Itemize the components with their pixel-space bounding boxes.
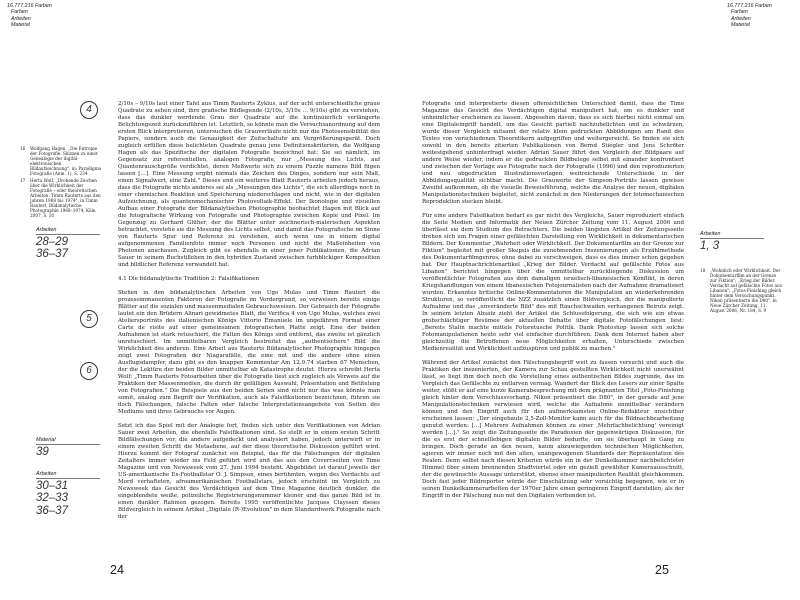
right-running-header xyxy=(727,3,772,29)
section-heading: 4.1 Die bildanalytische Tradition 2: Falsifikationen xyxy=(118,276,260,282)
page-number: 24 xyxy=(110,563,124,577)
paragraph: 2/10s – 9/10s laut einer Tafel aus Timm Rauterts Zyklus, auf der acht unterschiedliche graue Quadrate zu sehen sind, ihre grafische Bildlegende (2/10s, 3/10s … 9/10s) gibt zu verstehen, dass das dunkler werdende Grau der Quadrate auf die kontinuierlich verlängerte Belichtungszeit zurückzuführen ist. Letztlich, so könnte man die Versuchsanordnung auf dem ersten Blick interpretieren, untersuchen die Grauverläufe nicht nur die Photosensibilität des Papiers, sondern auch die Genauigkeit der Zeitschaltuhr am Vergrößerungsgerät. Doch zugleich erfüllen diese belichteten Quadrate genau jene Definitionskriterien, die Wolfgang Hagen als das Spezifische der digitalen Fotografie bezeichnet hat: Sie sei nämlich, im Gegensatz zur referentiellen, analogen Fotografie, nur „Messung des Lichts, auf Quantenrauschgröße verdichtet, deren Meßwerte sich zu einem Puzzle namens Bild fügen lassen […]. Eine Messung ergibt niemals das Zeichen des Dinges, sondern nur sein Maß, einen Signalwert, eine Zahl." Dieses und ein weiteres Blatt Rauterts arbeiten jedoch heraus, dass die Fotografie nichts anderes sei als „Messungen des Lichts", die sich allerdings noch in einer chemischen Reaktion und Speicherung niederschlagen und nicht, wie in der digitalen Aufzeichnung, als quantenmechanischer Photovoltaik-Effekt. Der Ikonologie und visuellen Aufbau einer Fotografie der Bildanalytischen Photographie beobachtet Hagen mit Blick auf die fotografische Wirkung von Fotografie und Photographie zwischen Kopie und Pixel. Im Gegenzug zu Gerhard Glüher, der die Blätter unter zeichnerisch-malerischen Aspekten betrachtet, verstehe sie die Messung des Lichts selbst, und damit das Fotografische im Sinne von Rauterts Spur und Referenz zu verstehen, auch wenn uns in einem digital aufgenommenen Familienfoto immer noch Personen und nicht die Maßeinheiten von Photonen anschauen. Zugleich gibt es ebenfalls in einer jener Publikationen, die Adrian Sauer in seinem Buchstilleben in den hybriden Zustand zwischen farbblickiger Komposition und bildlicher Referenz verwandelt hat. xyxy=(118,101,380,268)
header-line: Arbeiten xyxy=(11,15,31,22)
paragraph: Für eine andere Falsifikation bedarf es gar nicht des Vergleichs, Sauer reproduziert einfach die Seite Medien und Informatik der Neuen Zürcher Zeitung vom 11. August 2006 und überlässt sie dem Studium des Betrachters. Die beiden längsten Artikel der Zeitungsseite drehen sich um Fragen einer gefälschten Darstellung von Wirklichkeit in dokumentarischen Bildern. Der Kommentar „Wahrheit oder Wirklichkeit. Der Dokumentarfilm an der Grenze zur Fiktion" begleitet mit großer Skepsis die zunehmenden Inszenierungen als Erzählmethode des Dokumentarfilmgenres, ohne dabei zu verschweigen, dass es dies immer schon gegeben hat. Der Hauptnachrichtenartikel „Krieg der Bilder. Verdacht auf gefälschte Fotos aus Libanon" berichtet hingegen über die unmittelbar zurückliegende Diskussion um veröffentlichter Fotografien aus dem damaligen israelisch-libanesischen Konflikt, in deren Kriegshandlungen von einem libanesischen Fotojournalisten nach der Aufnahme dramatisiert wurden. Erkanntes britische Online-Kommentatoren die Manipulation an wiederkehrenden Strukturen, so veröffentlicht die NZZ zusätzlich einen Bildvergleich, der die manipulierte Aufnahme und das „unveränderte Bild" des mit Rauchschwaden verhangenen Beiruts zeigt. In seinem letzten Absatz zieht der Artikel die Schlussfolgerung, die sich wie ein etwas grobschlächtiger Resümee der aktuellen Debatte über digitale Fotofälschungen liest: „Bereits Stalin machte mittels Fotoretusche Politik. Dank Photoshop lassen sich solche Fotomanipulationen heute sehr viel einfacher durchführen. Dank dem Internet haben aber gleichzeitig die Betroffenen neue Möglichkeiten erhalten, Unterschiede zwischen Medienrealität und Wirklichkeit aufzuspüren und publik zu machen." xyxy=(422,213,684,352)
margin-number-5: 5 xyxy=(80,310,98,328)
paragraph: Fotografie und interpretierte diesen offensichtlichen Unterschied damit, dass die Time Magazine das Gesicht des Verdächtigen digital manipuliert hat, um es dunkler und unheimlicher erscheinen zu lassen. Abgesehen davon, dass es sich hierbei nicht einmal um eine Digitaleingriff handelt, um das Gesicht partiell nachzubelichten und zu schwärzen, wurde dieser Vergleich mitsamt der relativ klein gedruckten Abbildungen am Rand des Textes von verschiedenen Theoretikern aufgegriffen und weitergereicht. So finden sie sich sowohl in den bereits zitierten Publikationen von Bernd Stiegler und Jens Schröter weitestgehend unhinterfragt wieder. Adrian Sauer führt den Vergleich der Bildpaare auf andere Weise wieder, indem er die gedruckten Bildbelege selbst mit einander konfrontiert und zwischen der Vorlage aus Fotografie nach der Fotografie (1996) und den reproduzierten und neu abgedruckten Illustrationsvorlagen weitreichende Unterschiede in der Abbildungsqualität sichtbar macht. Die Grauwerte der Simpson-Porträts lassen gewisse Zweifel aufkommen, ob die visuelle Beweisführung, welche die Analyse der neuen, digitalen Manipulationstechniken begleitet, nicht zunächst in den Niederungen der fotomechanischen Reproduktion stecken bleibt. xyxy=(422,101,684,205)
left-running-header xyxy=(7,3,52,29)
header-line: Farben xyxy=(731,9,748,16)
material-label: Material xyxy=(36,437,56,443)
header-line: Arbeiten xyxy=(731,15,751,22)
arbeiten-label: Arbeiten xyxy=(36,227,57,233)
paragraph: Stehen in den bildanalytischen Arbeiten von Ugo Mulas und Timm Rautert die prozessimmanenten Faktoren der Fotografie im Vordergrund, so verweisen bereits einige Blätter auf die sozialen und massenmedialen Gebrauchsweisen. Der Gebrauch der Fotografie lautet ein den Brüdern Alinari gewidmetes Blatt, die Verifica 4 von Ugo Mulas, welches zwei Ateliersporträts des italienischen Königs Vittorio Emanuele im ungefähren Format einer Carte de visite auf einer gemeinsamen fotografischen Platte zeigt. Eine der beiden Aufnahmen ist stark retuschiert, die Falten des Königs sind entfernt, das zweite ist gänzlich unretuschiert. Im unmittelbaren Vergleich bestreitet das „authentischere" Bild die Wirklichkeit des anderen. Eine Arbeit aus Rauterts Bildanalytischer Photographie hingegen zeigt zwei Fotografien der Niagarafälle, die eine mit und die andere ohne einen Ausflugsdampfer, dazu gibt es den knappen Kommentar Am 12.9.74 starben 67 Menschen, der die Lektüre der beiden Bilder unmittelbar ab Katastrophe deutet. Hierzu schreibt Herta Wolf: „Timm Rauterts Fotoarbeiten über die Fotografie liest sich zugleich als Verweis auf die Praktiken der Massenmedien, die durch ihr gefälligen Auswahl, Präsentation und Betitelung von Fotografien." Die Beispiele aus den beiden Serien sind nicht nur das was könnte man somit, analog zum Begriff der Verifikation, auch als Falsifikationen bezeichnen, führen sie doch Fälschungen, falsche Falten oder falsche Interpretationsangebote von Seiten des Mediums und ihres Gebrauchs vor Augen. xyxy=(118,290,380,415)
divider xyxy=(36,234,100,235)
margin-number-4: 4 xyxy=(80,101,98,119)
divider xyxy=(36,444,100,445)
right-page xyxy=(400,0,800,600)
arbeiten-label: Arbeiten xyxy=(700,231,721,237)
footnote-17: 17 Herta Wolf, „Drohende Zeichen über die Wirklichkeit der Fotografie – oder theoretischen Arbeiten. Timm Rauterts aus den Jahren 1968 bis 1974", in Timm Rautert, Bildanalytische Photographie 1968–1974, Köln 2007, S. 10 xyxy=(20,178,101,218)
margin-number-6: 6 xyxy=(80,362,98,380)
left-body-text xyxy=(118,101,380,528)
header-line: Material xyxy=(11,22,30,29)
arbeiten-refs: 1, 3 xyxy=(700,240,720,252)
divider xyxy=(36,478,100,479)
header-title: 16.777.216 Farben xyxy=(727,3,772,9)
header-line: Material xyxy=(731,22,750,29)
material-ref: 39 xyxy=(36,446,49,458)
page-number: 25 xyxy=(655,563,669,577)
footnote-18: 18 „Wohnlich oder Wirklichkeit. Der Dokumentarfilm an der Grenze zur Fiktion"; „Krieg der Bilder. Verdacht auf gefälschte Fotos aus Libanon"; „Fotos-Finishing gleich hinter dem Versuchungspunkt. Nikon präsentierte die D80", in Neue Zürcher Zeitung, 11. August 2006, Nr. 184, S. 9 xyxy=(700,268,782,313)
arbeiten-refs: 28–29 36–37 xyxy=(36,236,68,261)
footnote-16: 16 Wolfgang Hagen, „Die Entropie der Fotografie. Skizzen zu einer Genealogie der digital-elektronischen Bildaufzeichnung", in: Paradigma Fotografie (Anm. 1), S. 234 xyxy=(20,146,102,176)
arbeiten-label: Arbeiten xyxy=(36,471,57,477)
divider xyxy=(700,238,764,239)
header-line: Farben xyxy=(11,9,28,16)
arbeiten-refs: 30–31 32–33 36–37 xyxy=(36,480,68,517)
right-body-text xyxy=(422,101,684,507)
paragraph: Setzt ich das Spiel mit der Analogie fort, finden sich unter den Verifikationen von Adrian Sauer zwei Arbeiten, die ebenfalls Falsifikationen sind. So stellt er in einem ersten Schritt Bildfälschungen vor, die andere aufgedeckt und analysiert haben, jedoch unterwirft er in einem zweiten Schritt die Metaebene, auf der diese theoretische Diskussion geführt wird. Hierzu kommt der Fotograf zunächst ein Beispiel, das für die Fälschungen der digitalen Zeitalters immer wieder ins Feld geführt wird und das aus den Covercseiten von Time Magazine und von Newsweek vom 27. Juni 1994 besteht. Abgebildet ist darauf jeweils der US-amerikanische Ex-Footballstar O. J. Simpson, eines berühmten, wegen des Verdachts auf Mord verhafteten, afroamerikanischen Footballstars, jedoch erscheint im Vergleich zu Newsweek das Gesicht des Verdächtigen auf dem Time Magazine deutlich dunkler, die eingeblendete weiße, polizeiliche Registrierungsnummer kleiner und das ganze Bild ist in einen dunkler Rahmen gezogen. Bereits 1995 veröffentlichte Jacques Clayssen dieses Bildvergleich in seinem Artikel „Digitale (R-)Evolution" in dem Standardwerk Fotografie nach der xyxy=(118,423,380,520)
header-title: 16.777.216 Farben xyxy=(7,3,52,9)
paragraph: Während der Artikel zunächst den Fälschungsbegriff weit zu fassen versucht und auch die Praktiken der inszenierten, der Kamera zur Schau gestellten Wirklichkeit nicht unerwähnt lässt, so liegt ihm doch noch die Vorstellung eines authentischen Bildes zugrunde, das im Vergleich das Gefälschte zu entlarven vermag. Wandert der Blick des Lesers zur einer Spalte weiter, stößt er auf eine kurze Kamerabesprechung mit dem prägnanten Titel „Foto-Finishing gleich hinter dem Verschlussvorhang. Nikon präsentiert die D80", in der gerade auf jene Manipulationstechniken verwiesen wird, welche die Aufnahme unmittelbar verändern können und den Eingriff auch für den aufmerksamsten Online-Redakteur unsichtbar erscheinen lassen: „Der eingebaute 2,5-Zoll-Monitor kann auch für die Bildnachbearbeitung genutzt werden: […] Mehrere Aufnahmen können zu einer ‚Mehrfachbelichtung' vereinigt werden […]." So zeigt die Zeitungsseite die Paradoxien der gegenwärtigen Diskussion, für die es erst der schnelllebigen digitalen Bilder bedurfte, um sie überhaupt in Gang zu bringen. Doch gerade an den neuen, kaum abzuwiegenden technischen Möglichkeiten, agieren wir immer noch mit den alten, unangewogenen Standards der Repräsentation des Realen. Denn selbst nach diesen Kriterien würde ein in der Dunkelkammer nachbelichteter Himmel über einem brennenden Stadtviertel oder ein gezielt gewählter Kameraausschnitt, der die gewünschte Aussage unterstützt, ebenso einer manipulierten Realität gleichkommen. Doch fast jeder Bildreporter würde der Einschätzung sehr vorsichtig begegnen, wie er in seinen Dunkelkammerarbeiten der 1970er Jahre einen geringeren Eingriff darstellen, als der Eingriff in der Fälschung nun mit den Digitalen verbunden ist. xyxy=(422,360,684,499)
